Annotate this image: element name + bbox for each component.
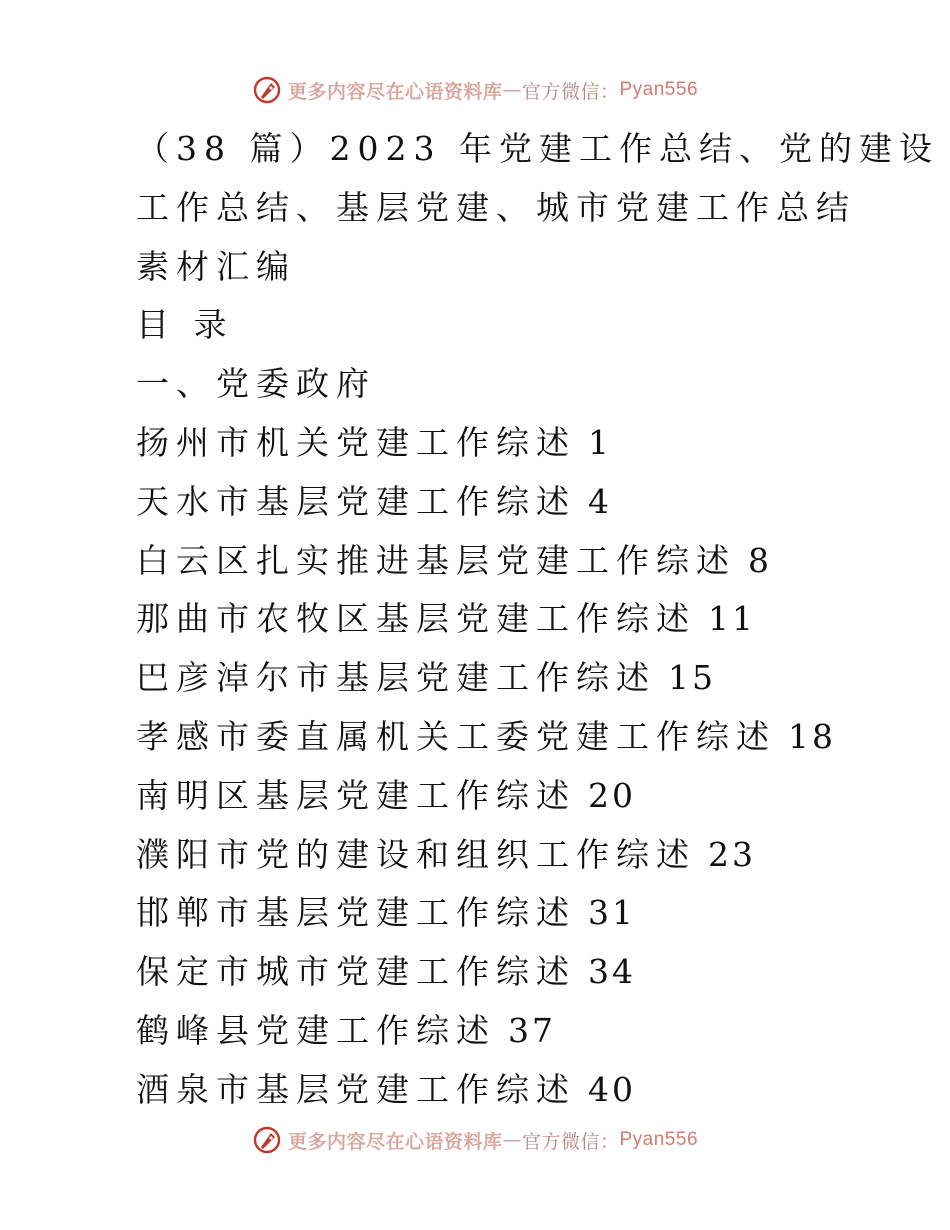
document-body [136,120,939,1120]
watermark-wechat-label: 官方微信： [521,80,620,103]
toc-item[interactable] [136,473,856,532]
toc-item-title: 南明区基层党建工作综述 [136,775,576,815]
toc-item-page: 1 [588,422,612,462]
toc-item-title: 保定市城市党建工作综述 [136,952,576,992]
watermark-dash: — [502,1129,522,1151]
watermark-dash: — [502,79,522,101]
watermark-wechat-id: Pyan556 [619,79,699,100]
toc-item-title: 扬州市机关党建工作综述 [136,422,576,462]
toc-item[interactable] [136,649,856,708]
toc-item[interactable] [136,943,856,1002]
toc-item-page: 20 [588,775,636,815]
toc-item[interactable] [136,590,856,649]
toc-item-title: 巴彦淖尔市基层党建工作综述 [136,658,656,698]
toc-item[interactable] [136,1061,856,1120]
toc-item[interactable] [136,767,856,826]
toc-item-page: 34 [588,952,636,992]
doc-title-line-1: （38 篇）2023 年党建工作总结、党的建设 [136,129,939,168]
toc-item[interactable] [136,708,856,767]
toc-item-page: 15 [668,658,716,698]
toc-section-heading: 一、党委政府 [136,364,376,404]
toc-item-page: 31 [588,893,636,933]
doc-title-line-3: 素材汇编 [136,246,296,286]
toc-item-title: 酒泉市基层党建工作综述 [136,1069,576,1109]
toc-item-page: 23 [708,834,756,874]
toc-item-title: 孝感市委直属机关工委党建工作综述 [136,716,776,756]
toc-heading: 目 录 [136,305,234,345]
toc-item-title: 天水市基层党建工作综述 [136,481,576,521]
watermark-wechat-id: Pyan556 [619,1129,699,1150]
watermark-main-text: 更多内容尽在心语资料库 [287,80,503,103]
toc-item-page: 8 [748,540,772,580]
toc-item[interactable] [136,1002,856,1061]
toc-item-page: 18 [788,716,836,756]
footer-watermark [0,1122,950,1158]
toc-item-page: 4 [588,481,612,521]
toc-item-page: 37 [508,1010,556,1050]
toc-item-title: 邯郸市基层党建工作综述 [136,893,576,933]
watermark-wechat-label: 官方微信： [521,1130,620,1153]
toc-item-title: 鹤峰县党建工作综述 [136,1010,496,1050]
toc-item-title: 那曲市农牧区基层党建工作综述 [136,599,696,639]
toc-item[interactable] [136,884,856,943]
pen-nib-logo-icon [252,75,282,105]
doc-title-line-2: 工作总结、基层党建、城市党建工作总结 [136,187,856,227]
toc-item-title: 白云区扎实推进基层党建工作综述 [136,540,736,580]
header-watermark [0,72,950,108]
toc-item[interactable] [136,532,856,591]
toc-item-page: 11 [708,599,756,639]
toc-item-page: 40 [588,1069,636,1109]
toc-item[interactable] [136,826,856,885]
toc-item[interactable] [136,414,856,473]
pen-nib-logo-icon [252,1125,282,1155]
toc-item-title: 濮阳市党的建设和组织工作综述 [136,834,696,874]
watermark-main-text: 更多内容尽在心语资料库 [287,1130,503,1153]
